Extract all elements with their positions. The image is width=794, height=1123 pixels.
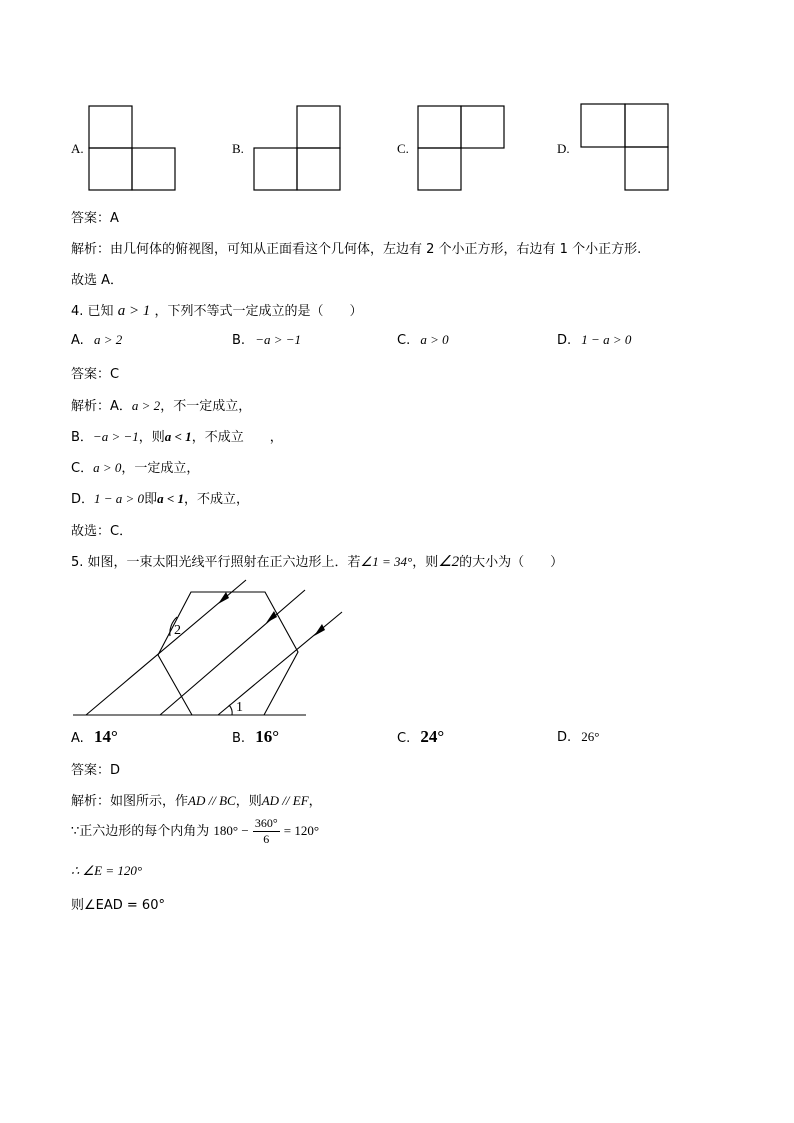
q5-option-b-value: 16°: [255, 727, 280, 746]
q4-stem-suffix: ，下列不等式一定成立的是（ ）: [154, 304, 363, 319]
q3-option-b-label: B.: [232, 141, 244, 156]
arrow-2: [266, 611, 277, 623]
q4-answer: 答案：C: [71, 367, 120, 382]
q5-stem-condition: ∠1 = 34°: [360, 554, 413, 569]
q5-option-b-label: B.: [232, 731, 246, 746]
q3-conclusion: 故选 A．: [71, 273, 124, 288]
q4-option-c-expr: a > 0: [420, 332, 449, 347]
q4-line2-expr2: a < 1: [164, 429, 192, 444]
angle-2-label: 2: [174, 623, 181, 638]
q4-line3-suffix: ，一定成立，: [121, 461, 200, 476]
q5-reason-line: [71, 816, 319, 847]
q5-option-a: [71, 727, 118, 747]
q5-stem-target: ∠2: [438, 554, 460, 570]
q4-stem-condition: a > 1: [117, 303, 151, 319]
q5-option-c-value: 24°: [420, 727, 445, 746]
q4-option-b-expr: −a > −1: [255, 332, 302, 347]
q5-answer: 答案：D: [71, 763, 121, 778]
q3-analysis: 解析：由几何体的俯视图，可知从正面看这个几何体，左边有 2 个小正方形，右边有 1 个小正方形.: [71, 242, 642, 257]
q5-option-d-label: D.: [557, 730, 572, 745]
q4-line1-expr: a > 2: [131, 398, 161, 413]
q5-fraction-numerator: 360°: [254, 816, 278, 830]
q4-line2-prefix: B．: [71, 430, 93, 445]
q5-fraction-denominator: 6: [263, 832, 270, 846]
q3-option-d-label: D.: [557, 141, 570, 156]
q5-analysis-mid: ，则: [235, 794, 262, 809]
q5-reason-prefix: ∵正六边形的每个内角为: [71, 824, 210, 839]
q5-step-2-text: ∴ ∠E = 120°: [71, 863, 143, 878]
q4-line1-suffix: ，不一定成立，: [160, 399, 252, 414]
q5-step-2: [71, 863, 142, 879]
q5-analysis-expr2: AD // EF: [261, 793, 309, 808]
q4-line2-suffix: ，不成立 ，: [191, 430, 283, 445]
q5-analysis-prefix: 解析：如图所示，作: [71, 794, 189, 809]
q5-option-d-value: 26°: [581, 729, 600, 744]
q3-option-c-label: C.: [397, 141, 409, 156]
q5-step-3: 则∠EAD = 60°: [71, 898, 165, 913]
q4-line3-expr: a > 0: [93, 460, 122, 475]
q5-stem-prefix: 5. 如图，一束太阳光线平行照射在正六边形上．若: [71, 555, 361, 570]
q4-option-b-label: B.: [232, 333, 246, 348]
q5-option-b: [232, 727, 279, 747]
q5-reason-result: = 120°: [283, 823, 320, 838]
q4-option-a-label: A.: [71, 333, 84, 348]
q4-conclusion: 故选：C．: [71, 524, 133, 539]
q3-answer: 答案：A: [71, 211, 119, 226]
q4-line4-prefix: D．: [71, 492, 95, 507]
q5-stem-suffix: 的大小为（ ）: [459, 555, 564, 570]
q5-stem-mid: ，则: [412, 555, 439, 570]
q5-option-a-value: 14°: [93, 727, 118, 746]
arrow-1: [218, 592, 229, 604]
q5-analysis-suffix: ，: [308, 794, 322, 809]
q4-line4-expr2: a < 1: [157, 491, 184, 506]
q4-line2-mid: ，则: [138, 430, 165, 445]
hexagon: [158, 592, 298, 715]
q4-option-c-label: C.: [397, 333, 411, 348]
q4-line1-prefix: 解析：A．: [71, 399, 132, 414]
q4-line4-suffix: ，不成立，: [184, 492, 250, 507]
q4-option-d-expr: 1 − a > 0: [581, 332, 632, 347]
q4-option-d-label: D.: [557, 333, 572, 348]
angle-1-label: 1: [236, 700, 243, 715]
q4-line2-expr: −a > −1: [92, 429, 139, 444]
q3-option-a-label: A.: [71, 141, 84, 156]
q5-reason-fraction: [253, 816, 280, 847]
arrow-3: [314, 624, 325, 636]
q5-option-c-label: C.: [397, 731, 411, 746]
q4-line4-expr: 1 − a > 0: [94, 491, 145, 506]
q4-option-a-expr: a > 2: [93, 332, 123, 347]
q5-analysis-expr1: AD // BC: [188, 793, 236, 808]
q4-stem-prefix: 4. 已知: [71, 304, 114, 319]
q5-option-a-label: A.: [71, 731, 84, 746]
angle-1-arc: [229, 705, 232, 715]
q4-line4-mid: 即: [144, 492, 158, 507]
q4-line3-prefix: C．: [71, 461, 94, 476]
q5-option-d: [557, 729, 600, 745]
q5-analysis-line-1: [71, 790, 322, 809]
q5-option-c: [397, 727, 444, 747]
q5-reason-a: 180° −: [213, 823, 249, 838]
